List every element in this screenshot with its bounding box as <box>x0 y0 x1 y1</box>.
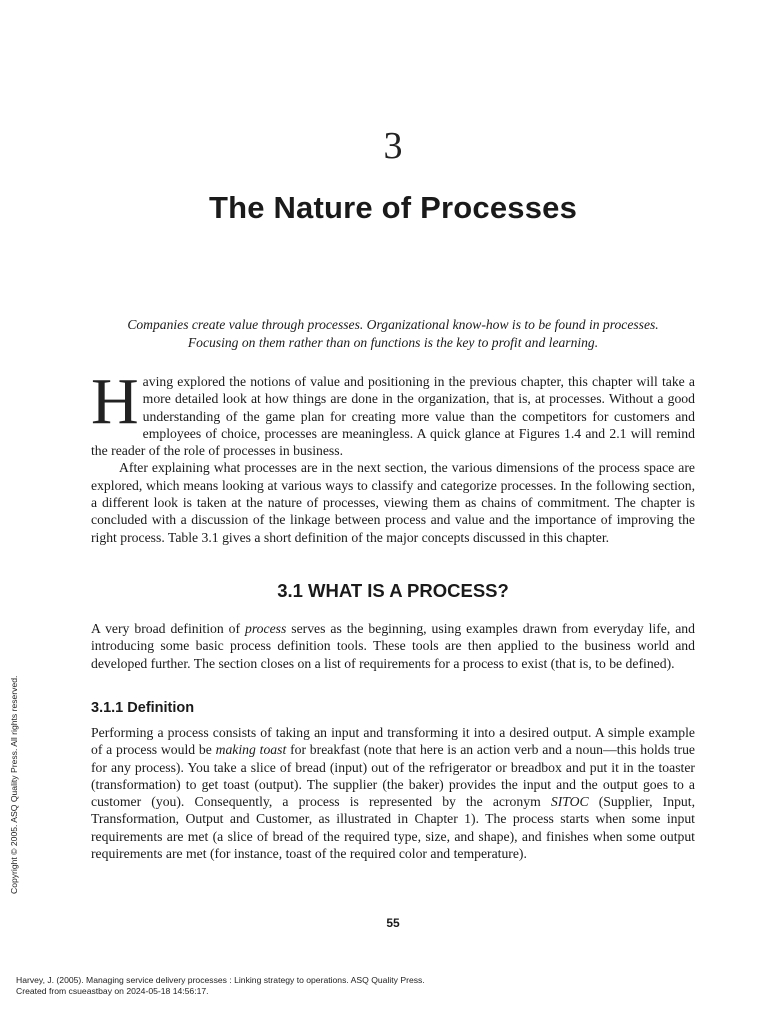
intro-paragraph-1-text: aving explored the notions of value and positioning in the previous chapter, this chapter will take a more detailed look at how things are done in the organization, that is, at processes. Without a good understanding of the game plan for creating more value than the competitors for customers and employees of choice, processes are meaningless. A quick glance at Figures 1.4 and 2.1 will remind the reader of the role of processes in business. <box>91 374 695 459</box>
intro-paragraph-2: After explaining what processes are in the next section, the various dimensions of the process space are explored, which means looking at various ways to classify and categorize processes. In the following section, a different look is taken at the nature of processes, viewing them as chains of commitment. The chapter is concluded with a discussion of the linkage between process and value and the importance of improving the right process. Table 3.1 gives a short definition of the major concepts discussed in this chapter. <box>91 460 695 545</box>
section-text-1: A very broad definition of <box>91 621 245 636</box>
footer-citation: Harvey, J. (2005). Managing service delivery processes : Linking strategy to operations. ASQ Quality Press. <box>16 975 425 985</box>
side-copyright-notice: Copyright © 2005. ASQ Quality Press. All rights reserved. <box>9 675 19 894</box>
epigraph <box>88 316 698 351</box>
section-paragraph <box>91 620 695 672</box>
definition-text-2: for breakfast (note that here is an action verb and a noun—this holds true for any process). You take a slice of bread (input) out of the refrigerator or breadbox and put it in the toaster (transformation) to get toast (output). The supplier (the baker) provides the input and the output goes to a customer (you). Consequently, a process is represented by the acronym <box>91 742 695 810</box>
subsection-heading: 3.1.1 Definition <box>91 700 195 716</box>
chapter-number: 3 <box>383 125 403 167</box>
section-text-2: serves as the beginning, using examples drawn from everyday life, and introducing some basic process definition tools. These tools are then applied to the business world and developed further. The section closes on a list of requirements for a process to exist (that is, to be defined). <box>91 621 695 671</box>
epigraph-line-2: Focusing on them rather than on functions is the key to profit and learning. <box>187 334 599 350</box>
definition-paragraph <box>91 724 695 862</box>
definition-emphasis-1: making toast <box>215 742 287 758</box>
footer <box>16 975 425 997</box>
section-body <box>91 620 695 672</box>
definition-text-3: (Supplier, Input, Transformation, Output and Customer, as illustrated in Chapter 1). The process starts when some input requirements are met (a slice of bread of the required type, size, and shape), and finishes when some output requirements are met (for instance, toast of the required color and temperature). <box>91 794 695 862</box>
subsection-body <box>91 724 695 862</box>
chapter-title: The Nature of Processes <box>208 190 578 225</box>
intro-paragraph-1 <box>91 365 695 459</box>
footer-created: Created from csueastbay on 2024-05-18 14:56:17. <box>16 986 209 996</box>
page-number: 55 <box>386 916 400 930</box>
definition-emphasis-2: SITOC <box>550 794 589 810</box>
section-heading: 3.1 WHAT IS A PROCESS? <box>277 580 509 601</box>
section-emphasis: process <box>244 621 287 636</box>
drop-cap: H <box>91 365 139 438</box>
definition-text-1: Performing a process consists of taking an input and transforming it into a desired output. A simple example of a process would be <box>91 725 695 758</box>
intro-text <box>91 365 695 546</box>
epigraph-line-1: Companies create value through processes. Organizational know-how is to be found in processes. <box>127 317 659 332</box>
